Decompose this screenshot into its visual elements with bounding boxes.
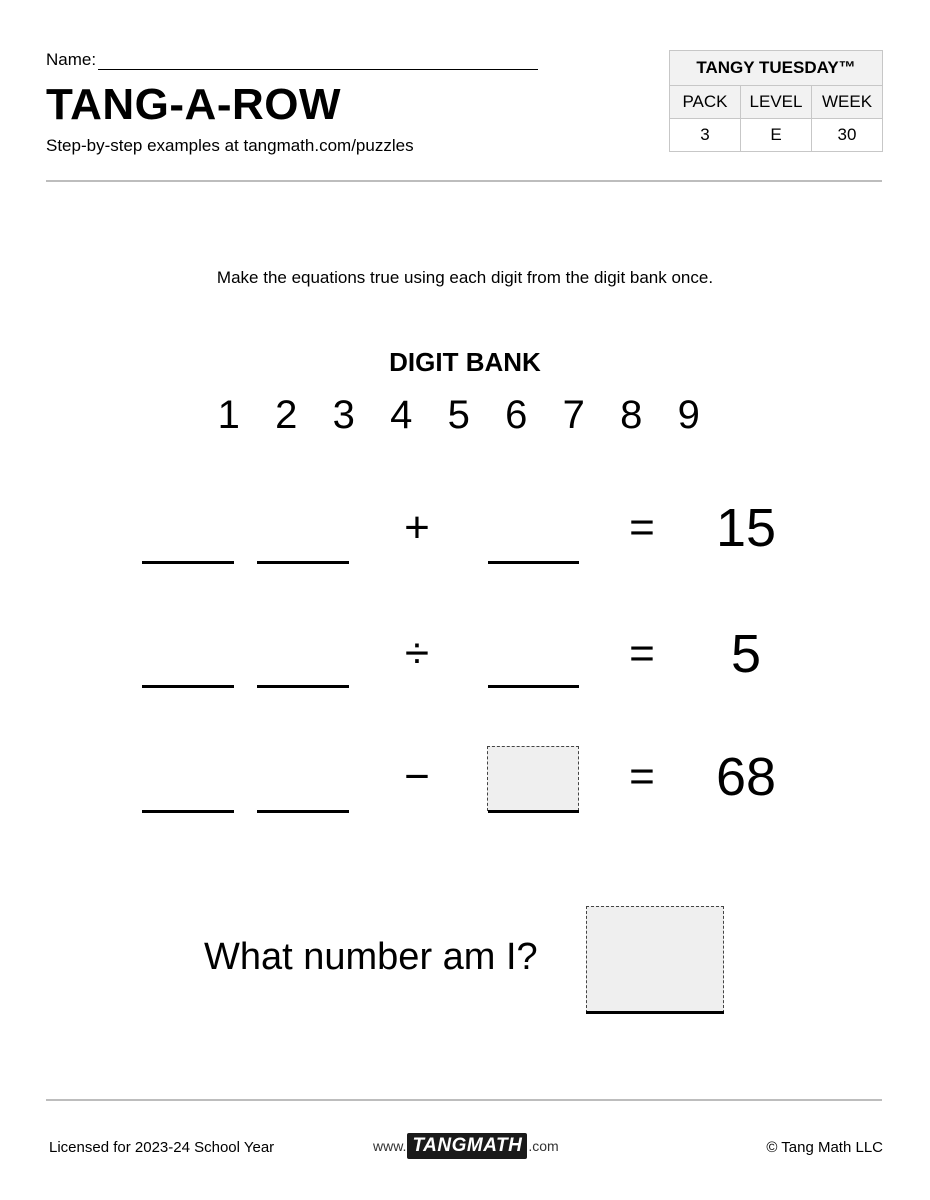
equation-3-blank-ones[interactable] <box>257 810 349 813</box>
equation-1-equals: = <box>629 503 655 552</box>
digit-bank-title: DIGIT BANK <box>389 347 541 377</box>
digit-4: 4 <box>390 393 413 437</box>
equation-3-blank-single[interactable] <box>488 810 579 813</box>
equation-2-blank-ones[interactable] <box>257 685 349 688</box>
page-title: TANG-A-ROW <box>46 80 341 129</box>
equation-3-highlight-box[interactable] <box>487 746 579 811</box>
equation-3-operator: − <box>404 752 430 801</box>
equation-2-blank-single[interactable] <box>488 685 579 688</box>
equation-2-equals: = <box>629 629 655 678</box>
equation-3-result: 68 <box>715 747 777 807</box>
copyright-text: © Tang Math LLC <box>766 1139 883 1156</box>
digit-bank <box>200 393 730 438</box>
digit-6: 6 <box>505 393 528 437</box>
equation-3-blank-tens[interactable] <box>142 810 234 813</box>
info-col-level: LEVEL <box>741 86 812 119</box>
answer-box[interactable] <box>586 906 724 1013</box>
digit-9: 9 <box>677 393 700 437</box>
equation-1-blank-ones[interactable] <box>257 561 349 564</box>
info-value-week: 30 <box>812 119 883 152</box>
info-value-pack: 3 <box>670 119 741 152</box>
name-label: Name: <box>46 50 97 69</box>
name-field-row <box>46 50 538 70</box>
instruction-text: Make the equations true using each digit from the digit bank once. <box>216 268 714 287</box>
info-col-week: WEEK <box>812 86 883 119</box>
footer-divider <box>46 1099 882 1101</box>
equation-1-blank-tens[interactable] <box>142 561 234 564</box>
equation-2-operator: ÷ <box>404 629 430 678</box>
header-divider <box>46 180 882 182</box>
info-col-pack: PACK <box>670 86 741 119</box>
website-suffix: .com <box>528 1138 559 1154</box>
info-table-heading: TANGY TUESDAY™ <box>670 51 883 86</box>
equation-2-result: 5 <box>730 624 762 684</box>
equation-1-result: 15 <box>715 498 777 558</box>
tangmath-logo: TANGMATH <box>407 1133 527 1159</box>
digit-1: 1 <box>217 393 240 437</box>
equation-3-equals: = <box>629 752 655 801</box>
digit-7: 7 <box>562 393 585 437</box>
info-table <box>669 50 883 152</box>
digit-8: 8 <box>620 393 643 437</box>
info-value-level: E <box>741 119 812 152</box>
website-prefix: www. <box>373 1138 407 1154</box>
name-input-line[interactable] <box>98 53 538 70</box>
digit-5: 5 <box>447 393 470 437</box>
equation-1-blank-single[interactable] <box>488 561 579 564</box>
page-subtitle: Step-by-step examples at tangmath.com/puzzles <box>46 136 414 155</box>
equation-2-blank-tens[interactable] <box>142 685 234 688</box>
digit-3: 3 <box>332 393 355 437</box>
footer-website <box>373 1133 559 1159</box>
answer-blank-line[interactable] <box>586 1011 724 1014</box>
question-text: What number am I? <box>204 936 538 978</box>
equation-1-operator: + <box>404 503 430 552</box>
digit-2: 2 <box>275 393 298 437</box>
license-text: Licensed for 2023-24 School Year <box>49 1139 275 1156</box>
